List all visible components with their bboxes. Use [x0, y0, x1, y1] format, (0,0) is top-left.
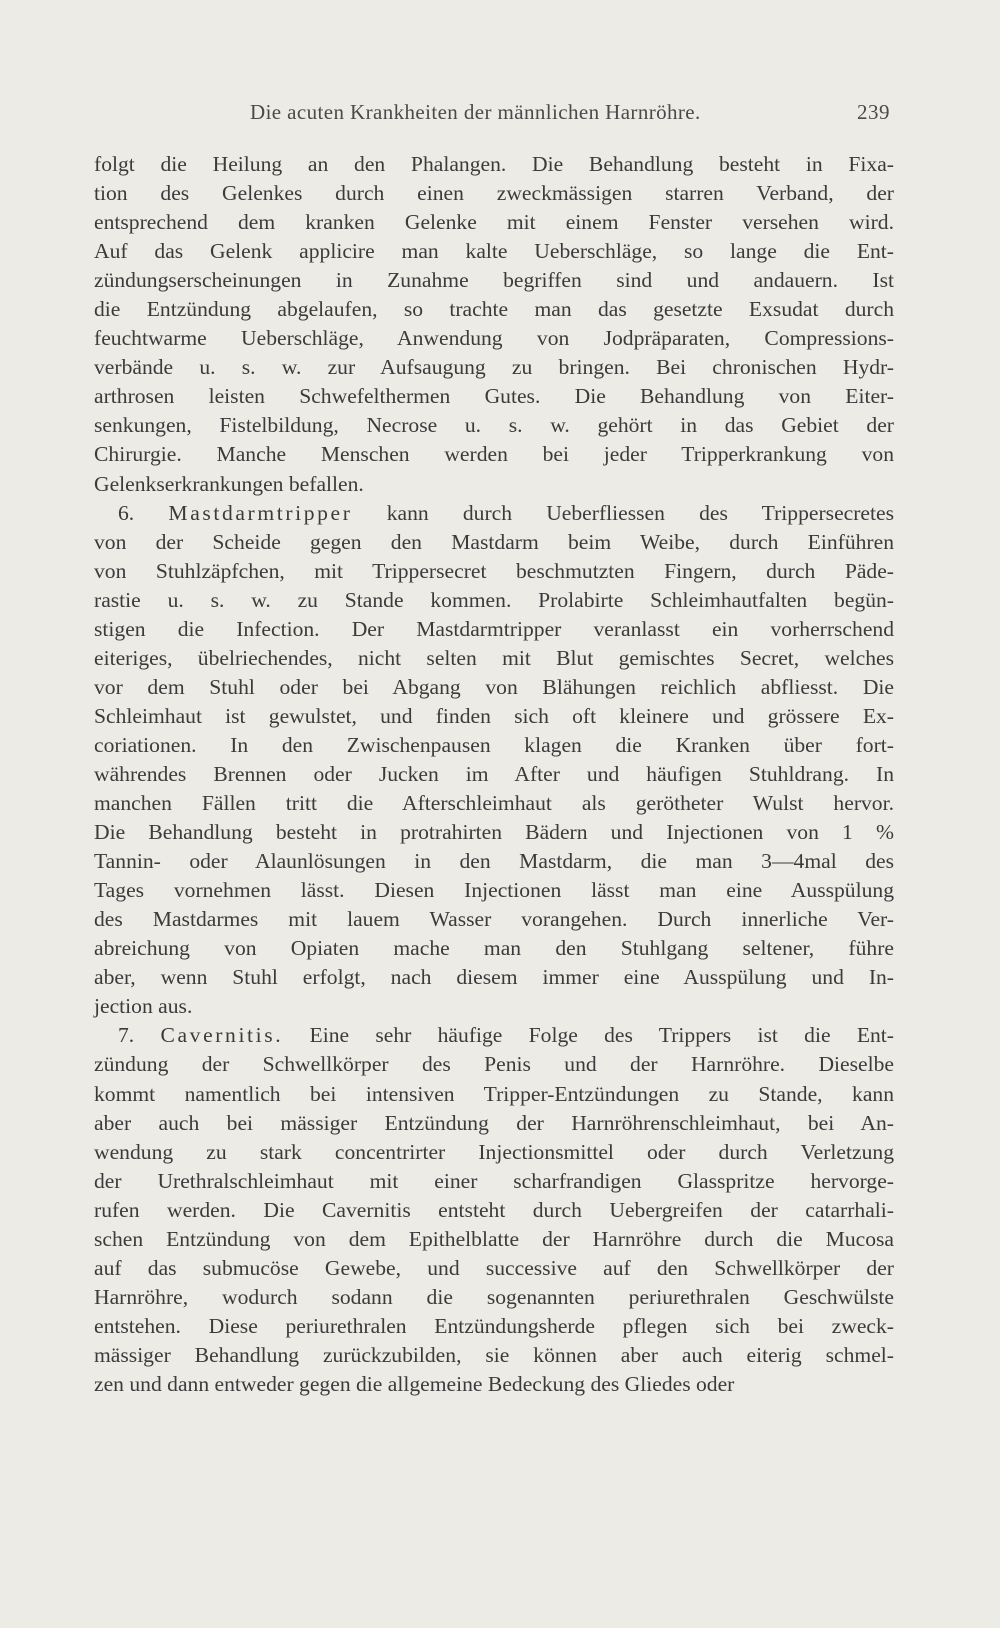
text-line: arthrosen leisten Schwefelthermen Gutes. Die Behandlung von Eiter- [94, 384, 894, 409]
text-line: auf das submucöse Gewebe, und successive auf den Schwellkörper der [94, 1255, 894, 1280]
text-line: vor dem Stuhl oder bei Abgang von Blähungen reichlich abfliesst. Die [94, 674, 894, 699]
text-line: Tannin- oder Alaunlösungen in den Mastdarm, die man 3—4mal des [94, 849, 894, 874]
text-line: zen und dann entweder gegen die allgemeine Bedeckung des Gliedes oder [94, 1371, 735, 1396]
text-line: Gelenkserkrankungen befallen. [94, 471, 364, 496]
running-header [94, 96, 892, 130]
text-line: tion des Gelenkes durch einen zweckmässigen starren Verband, der [94, 181, 894, 206]
text-line: rastie u. s. w. zu Stande kommen. Prolabirte Schleimhautfalten begün- [94, 587, 894, 612]
text-line: von Stuhlzäpfchen, mit Trippersecret beschmutzten Fingern, durch Päde- [94, 558, 894, 583]
text-line: Chirurgie. Manche Menschen werden bei jeder Tripperkrankung von [94, 442, 894, 467]
text-line: aber, wenn Stuhl erfolgt, nach diesem immer eine Ausspülung und In- [94, 965, 894, 990]
text-line [94, 499, 894, 528]
text-line: folgt die Heilung an den Phalangen. Die Behandlung besteht in Fixa- [94, 152, 894, 176]
text-line: entsprechend dem kranken Gelenke mit einem Fenster versehen wird. [94, 210, 894, 235]
text-line: verbände u. s. w. zur Aufsaugung zu bringen. Bei chronischen Hydr- [94, 355, 894, 380]
text-line: rufen werden. Die Cavernitis entsteht durch Uebergreifen der catarrhali- [94, 1197, 894, 1222]
section-heading-term: Mastdarmtripper [168, 500, 353, 525]
text-line: wendung zu stark concentrirter Injectionsmittel oder durch Verletzung [94, 1139, 894, 1164]
text-line: Die Behandlung besteht in protrahirten Bädern und Injectionen von 1 % [94, 820, 894, 845]
text-line: eiteriges, übelriechendes, nicht selten mit Blut gemischtes Secret, welches [94, 645, 894, 670]
page-number: 239 [857, 100, 890, 124]
text-line: senkungen, Fistelbildung, Necrose u. s. w. gehört in das Gebiet der [94, 413, 894, 438]
text-line: Harnröhre, wodurch sodann die sogenannten periurethralen Geschwülste [94, 1284, 894, 1309]
text-line: währendes Brennen oder Jucken im After und häufigen Stuhldrang. In [94, 761, 894, 786]
section-lead-text: kann durch Ueberfliessen des Trippersecretes [352, 500, 894, 525]
running-title: Die acuten Krankheiten der männlichen Harnröhre. [250, 100, 701, 124]
text-line: von der Scheide gegen den Mastdarm beim Weibe, durch Einführen [94, 529, 894, 554]
text-line: Tages vornehmen lässt. Diesen Injectionen lässt man eine Ausspülung [94, 878, 894, 903]
text-line: abreichung von Opiaten mache man den Stuhlgang seltener, führe [94, 936, 894, 961]
text-line: die Entzündung abgelaufen, so trachte man das gesetzte Exsudat durch [94, 297, 894, 322]
text-line: Auf das Gelenk applicire man kalte Ueberschläge, so lange die Ent- [94, 239, 894, 264]
text-line: Schleimhaut ist gewulstet, und finden sich oft kleinere und grössere Ex- [94, 703, 894, 728]
section-lead-text: Eine sehr häufige Folge des Trippers ist die Ent- [283, 1023, 894, 1048]
text-line: zündung der Schwellkörper des Penis und der Harnröhre. Dieselbe [94, 1052, 894, 1077]
text-line: kommt namentlich bei intensiven Tripper-Entzündungen zu Stande, kann [94, 1081, 894, 1106]
text-line: feuchtwarme Ueberschläge, Anwendung von Jodpräparaten, Compressions- [94, 326, 894, 351]
text-line: stigen die Infection. Der Mastdarmtripper veranlasst ein vorherrschend [94, 616, 894, 641]
body-text [94, 150, 894, 1399]
text-line: entstehen. Diese periurethralen Entzündungsherde pflegen sich bei zweck- [94, 1313, 894, 1338]
text-line: zündungserscheinungen in Zunahme begriffen sind und andauern. Ist [94, 268, 894, 293]
section-number: 7. [118, 1023, 161, 1048]
text-line [94, 1021, 894, 1050]
section-number: 6. [118, 500, 169, 525]
text-line: mässiger Behandlung zurückzubilden, sie können aber auch eiterig schmel- [94, 1342, 894, 1367]
section-heading-term: Cavernitis. [160, 1023, 284, 1048]
text-line: manchen Fällen tritt die Afterschleimhaut als gerötheter Wulst hervor. [94, 791, 894, 816]
text-line: schen Entzündung von dem Epithelblatte der Harnröhre durch die Mucosa [94, 1226, 894, 1251]
text-line: aber auch bei mässiger Entzündung der Harnröhrenschleimhaut, bei An- [94, 1110, 894, 1135]
text-line: jection aus. [94, 994, 193, 1019]
text-line: coriationen. In den Zwischenpausen klagen die Kranken über fort- [94, 732, 894, 757]
text-line: der Urethralschleimhaut mit einer scharfrandigen Glasspritze hervorge- [94, 1168, 894, 1193]
text-line: des Mastdarmes mit lauem Wasser vorangehen. Durch innerliche Ver- [94, 907, 894, 932]
